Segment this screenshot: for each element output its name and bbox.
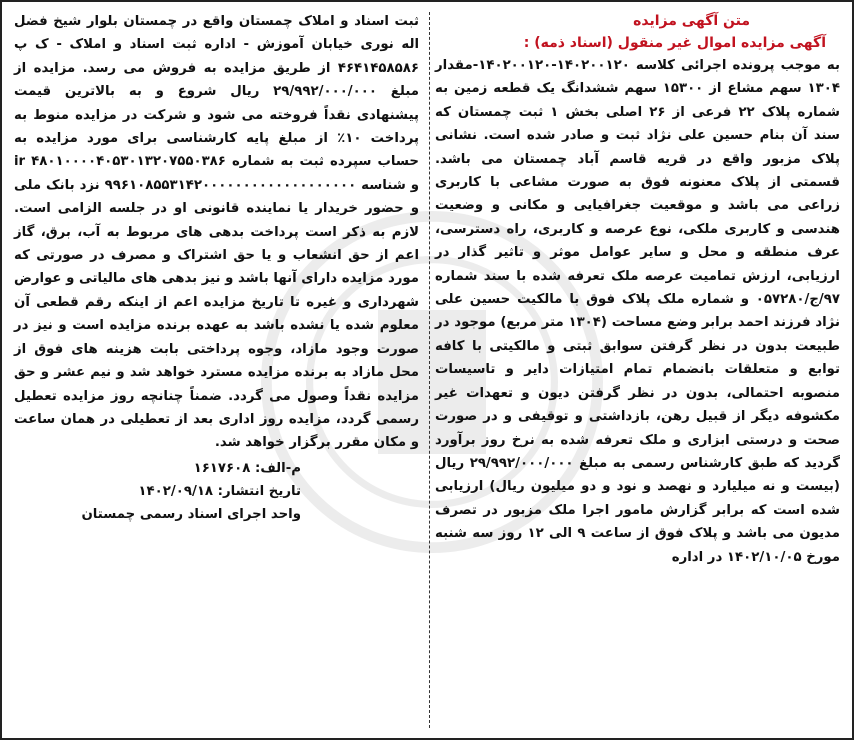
right-column (435, 10, 840, 732)
issuer-signature: واحد اجرای اسناد رسمی چمستان (81, 506, 301, 522)
left-column (14, 10, 419, 732)
publish-date: تاریخ انتشار: ۱۴۰۲/۰۹/۱۸ (138, 483, 301, 499)
notice-title: متن آگهی مزایده (633, 13, 750, 29)
column-divider (429, 12, 430, 728)
notice-body-left: ثبت اسناد و املاک چمستان واقع در چمستان بلوار شیخ فضل اله نوری خیابان آموزش - اداره ثبت اسناد و املاک - ک پ ۴۶۴۱۴۵۸۵۸۶ از طریق مزایده به فروش می رسد. مزایده از مبلغ ۲۹/۹۹۲/۰۰۰/۰۰۰ ریال شروع و به بالاترین قیمت پیشنهادی نقداً فروخته می شود و شرکت در مزایده منوط به پرداخت ۱۰٪ از مبلغ پایه کارشناسی برای مورد مزایده به حساب سپرده ثبت به شماره ir ۴۸۰۱۰۰۰۰۴۰۵۳۰۱۳۲۰۷۵۵۰۳۸۶ و شناسه ۹۹۶۱۰۸۵۵۳۱۴۲۰۰۰۰۰۰۰۰۰۰۰۰۰۰۰۰۰۰۰ نزد بانک ملی و حضور خریدار یا نماینده قانونی او در جلسه الزامی است. لازم به ذکر است پرداخت بدهی های مربوط به آب، برق، گاز اعم از حق انشعاب و یا حق اشتراک و مصرف در صورتی که مورد مزایده دارای آنها باشد و نیز بدهی های مالیاتی و عوارض شهرداری و غیره تا تاریخ مزایده اعم از اینکه رقم قطعی آن معلوم شده یا نشده باشد به عهده برنده مزایده است و نیز در صورت وجود مازاد، وجوه پرداختی بابت هزینه های فوق از محل مازاد به برنده مزایده مسترد خواهد شد و نیم عشر و حق مزایده نقداً وصول می گردد. ضمناً چنانچه روز مزایده تعطیل رسمی گردد، مزایده روز اداری بعد از تعطیلی در همان ساعت و مکان مقرر برگزار خواهد شد. (14, 14, 419, 451)
notice-body-right: به موجب پرونده اجرائی کلاسه ۱۴۰۲۰۰۱۲۰-۱۴۰۲۰۰۱۲۰-مقدار ۱۳۰۴ سهم مشاع از ۱۵۳۰۰ سهم ششدانگ یک قطعه زمین به شماره پلاک ۲۲ فرعی از ۲۶ اصلی بخش ۱ ثبت چمستان که سند آن بنام حسین علی نژاد ثبت و صادر شده است. نشانی پلاک مزبور واقع در قریه قاسم آباد چمستان می باشد. قسمتی از پلاک معنونه فوق به صورت مشاعی با کاربری زراعی می باشد و موقعیت جغرافیایی و مکانی و وضعیت هندسی و کاربری ملکی، نوع عرصه و کاربری، راه دسترسی، عرف منطقه و محل و سایر عوامل موثر و تاثیر گذار در ارزیابی، ارزش تمامیت عرصه ملک تعرفه شده با سند شماره ۹۷/ج/۰۵۷۲۸۰ و شماره ملک پلاک فوق با مالکیت حسین علی نژاد فرزند احمد برابر وضع مساحت (۱۳۰۴ متر مربع) موجود در طبیعت بدون در نظر گرفتن سوابق ثبتی و مالکیتی با کافه توابع و متعلقات بانضمام تمام امتیازات دایر و تاسیسات منصوبه احتمالی، بدون در نظر گرفتن دیون و تعهدات غیر مکشوفه دیگر از قبیل رهن، بازداشتی و توقیفی و در صورت صحت و درستی ابزاری و ملک تعرفه شده به نرخ روز برآورد گردید که طبق کارشناس رسمی به مبلغ ۲۹/۹۹۲/۰۰۰/۰۰۰ ریال (بیست و نه میلیارد و نهصد و نود و دو میلیون ریال) ارزیابی شده است که برابر گزارش مامور اجرا ملک مزبور در تصرف مدیون می باشد و پلاک فوق از ساعت ۹ الی ۱۲ روز سه شنبه مورخ ۱۴۰۲/۱۰/۰۵ در اداره (435, 58, 840, 565)
notice-footer (14, 457, 419, 526)
notice-subtitle: آگهی مزایده اموال غیر منقول (اسناد ذمه) : (523, 35, 826, 51)
reference-number: م-الف: ۱۶۱۷۶۰۸ (193, 460, 301, 476)
